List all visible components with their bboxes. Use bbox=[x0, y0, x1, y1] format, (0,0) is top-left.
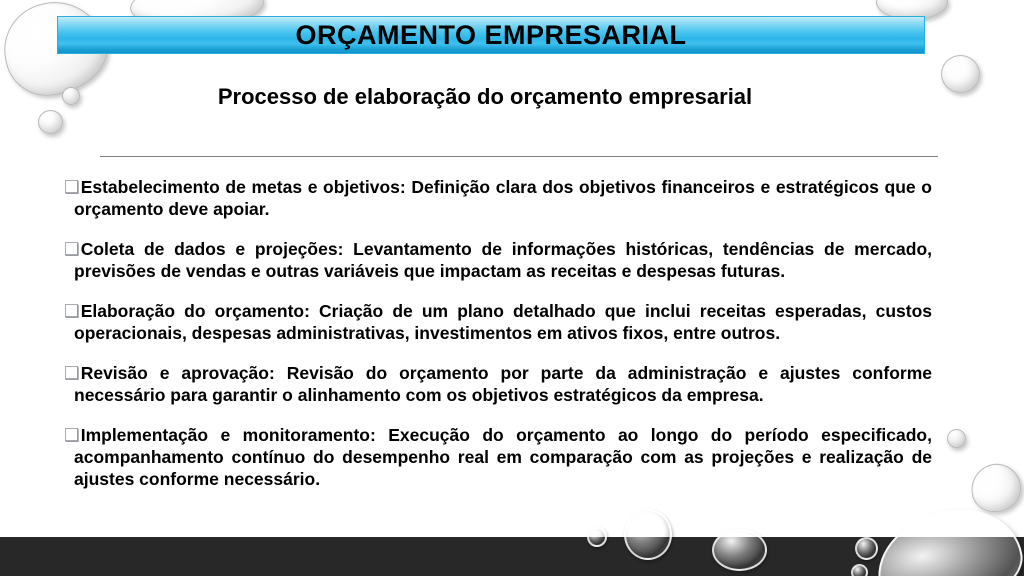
bubble-decoration-icon bbox=[587, 527, 607, 547]
bubble-decoration-icon bbox=[941, 55, 980, 93]
slide-subtitle: Processo de elaboração do orçamento empresarial bbox=[217, 84, 753, 109]
bullet-item bbox=[64, 300, 932, 344]
checkbox-bullet-icon: ❑ bbox=[64, 177, 80, 197]
bubble-decoration-icon bbox=[855, 537, 878, 560]
bubble-decoration-icon bbox=[966, 459, 1024, 518]
slide-title: ORÇAMENTO EMPRESARIAL bbox=[295, 19, 687, 50]
subtitle-wrap bbox=[40, 84, 930, 110]
bubble-decoration-icon bbox=[38, 110, 63, 134]
checkbox-bullet-icon: ❑ bbox=[64, 363, 80, 383]
bullet-text: Elaboração do orçamento: Criação de um plano detalhado que inclui receitas esperadas, custos operacionais, despesas administrativas, investimentos em ativos fixos, entre outros. bbox=[74, 301, 932, 343]
bubble-decoration-icon bbox=[851, 564, 868, 576]
bullet-text: Implementação e monitoramento: Execução do orçamento ao longo do período especificado, acompanhamento contínuo do desempenho real em comparação com as projeções e realização de ajustes conforme necessário. bbox=[74, 425, 932, 489]
bullet-item bbox=[64, 362, 932, 406]
checkbox-bullet-icon: ❑ bbox=[64, 301, 80, 321]
bubble-decoration-icon bbox=[947, 429, 966, 448]
bullet-item bbox=[64, 424, 932, 490]
bullet-text: Revisão e aprovação: Revisão do orçamento por parte da administração e ajustes conforme necessário para garantir o alinhamento com os objetivos estratégicos da empresa. bbox=[74, 363, 932, 405]
checkbox-bullet-icon: ❑ bbox=[64, 239, 80, 259]
bullet-text: Estabelecimento de metas e objetivos: Definição clara dos objetivos financeiros e estratégicos que o orçamento deve apoiar. bbox=[74, 177, 932, 219]
bubble-decoration-icon bbox=[712, 529, 767, 571]
bullet-list bbox=[64, 176, 932, 490]
bullet-text: Coleta de dados e projeções: Levantamento de informações históricas, tendências de mercado, previsões de vendas e outras variáveis que impactam as receitas e despesas futuras. bbox=[74, 239, 932, 281]
bubble-decoration-icon bbox=[624, 509, 672, 560]
bullet-item bbox=[64, 176, 932, 220]
bullet-item bbox=[64, 238, 932, 282]
checkbox-bullet-icon: ❑ bbox=[64, 425, 80, 445]
divider-line bbox=[100, 156, 938, 157]
title-bar bbox=[57, 16, 925, 54]
